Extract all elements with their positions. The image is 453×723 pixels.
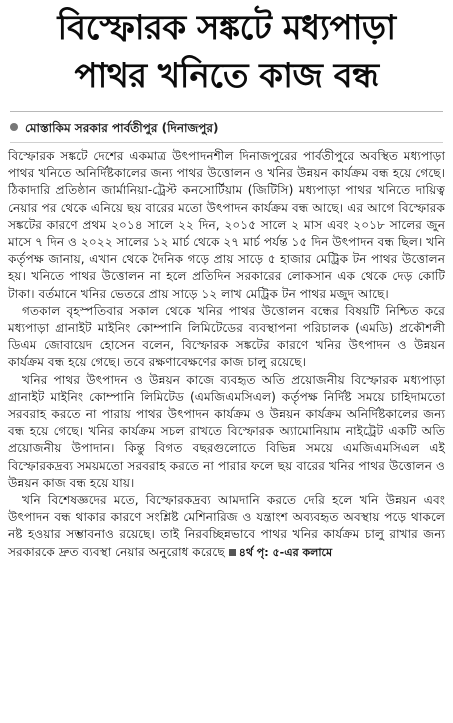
article-paragraph-3: খনির পাথর উৎপাদন ও উন্নয়ন কাজে ব্যবহৃত অতি প্রয়োজনীয় বিস্ফোরক মধ্যপাড়া গ্রানাইট মাইনিং কোম্পানি লিমিটেড (এমজিএমসিএল) কর্তৃপক্ষ নির্দিষ্ট সময়ে চাহিদামতো সরবরাহ করতে না পারায় পাথর উৎপাদন কার্যক্রম ও উন্নয়ন কার্যক্রম অনির্দিষ্টকালের জন্য বন্ধ হয়ে গেছে। খনির কার্যক্রম সচল রাখতে বিস্ফোরক অ্যামোনিয়াম নাইট্রেট একটি অতি প্রয়োজনীয় উপাদান। কিন্তু বিগত বছরগুলোতে বিভিন্ন সময়ে এমজিএমসিএল এই বিস্ফোরকদ্রব্য সময়মতো সরবরাহ করতে না পারার ফলে ছয় বারের খনির পাথর উত্তোলন ও উন্নয়ন কাজ বন্ধ হয়ে যায়। [8,372,445,490]
article-paragraph-1: বিস্ফোরক সঙ্কটে দেশের একমাত্র উৎপাদনশীল দিনাজপুরের পার্বতীপুরে অবস্থিত মধ্যপাড়া পাথর খনিতে অনির্দিষ্টকালের জন্য পাথর উত্তোলন ও খনির উন্নয়ন কার্যক্রম বন্ধ হয়ে গেছে। ঠিকাদারি প্রতিষ্ঠান জার্মানিয়া-ট্রেস্ট কনসোর্টিয়াম (জিটিসি) মধ্যপাড়া পাথর খনিতে দায়িত্ব নেয়ার পর থেকে এনিয়ে ছয় বারের মতো উৎপাদন কার্যক্রম বন্ধ আছে। এর আগে বিস্ফোরক সঙ্কটের কারণে প্রথম ২০১৪ সালে ২২ দিন, ২০১৫ সালে ২ মাস এবং ২০১৮ সালের জুন মাসে ৭ দিন ও ২০২২ সালের ১২ মার্চ থেকে ২৭ মার্চ পর্যন্ত ১৫ দিন উৎপাদন বন্ধ ছিল। খনি কর্তৃপক্ষ জানায়, এখান থেকে দৈনিক গড়ে প্রায় সাড়ে ৫ হাজার মেট্রিক টন পাথর উত্তোলন হয়। খনিতে পাথর উত্তোলন না হলে প্রতিদিন সরকারের লোকসান এক থেকে দেড় কোটি টাকা। বর্তমানে খনির ভেতরে প্রায় সাড়ে ১২ লাখ মেট্রিক টন পাথর মজুদ আছে। [8,149,445,301]
jump-square-icon [229,549,236,556]
continuation-jump[interactable] [225,546,332,559]
headline-line-2: পাথর খনিতে কাজ বন্ধ [74,56,379,96]
headline-line-1: বিস্ফোরক সঙ্কটে মধ্যপাড়া [57,8,396,48]
jump-text: ৪র্থ পৃ: ৫-এর কলামে [238,545,333,559]
article-paragraph-4 [8,492,445,561]
article-paragraph-4-text: খনি বিশেষজ্ঞদের মতে, বিস্ফোরকদ্রব্য আমদানি করতে দেরি হলে খনি উন্নয়ন এবং উৎপাদন বন্ধ থাকার কারণে সংশ্লিষ্ট মেশিনারিজ ও যন্ত্রাংশ অব্যবহৃত অবস্থায় পড়ে থাকলে নষ্ট হওয়ার সম্ভাবনাও রয়েছে। তাই নিরবচ্ছিন্নভাবে পাথর খনির কার্যক্রম চালু রাখার জন্য সরকারকে দ্রুত ব্যবস্থা নেয়ার অনুরোধ করেছে [8,493,445,559]
article-paragraph-2: গতকাল বৃহস্পতিবার সকাল থেকে খনির পাথর উত্তোলন বন্ধের বিষয়টি নিশ্চিত করে মধ্যপাড়া গ্রানাইট মাইনিং কোম্পানি লিমিটেডের ব্যবস্থাপনা পরিচালক (এমডি) প্রকৌশলী ডিএম জোবায়েদ হোসেন বলেন, বিস্ফোরক সঙ্কটের কারণে খনির উৎপাদন ও উন্নয়ন কার্যক্রম বন্ধ হয়ে গেছে। তবে রক্ষণাবেক্ষণের কাজ চালু রয়েছে। [8,303,445,370]
byline-top-rule [10,111,443,112]
byline [10,119,443,137]
byline-text: মোস্তাকিম সরকার পার্বতীপুর (দিনাজপুর) [25,121,219,135]
article-body [8,148,445,561]
byline-bullet-icon [10,123,18,131]
byline-bottom-rule [10,142,443,143]
